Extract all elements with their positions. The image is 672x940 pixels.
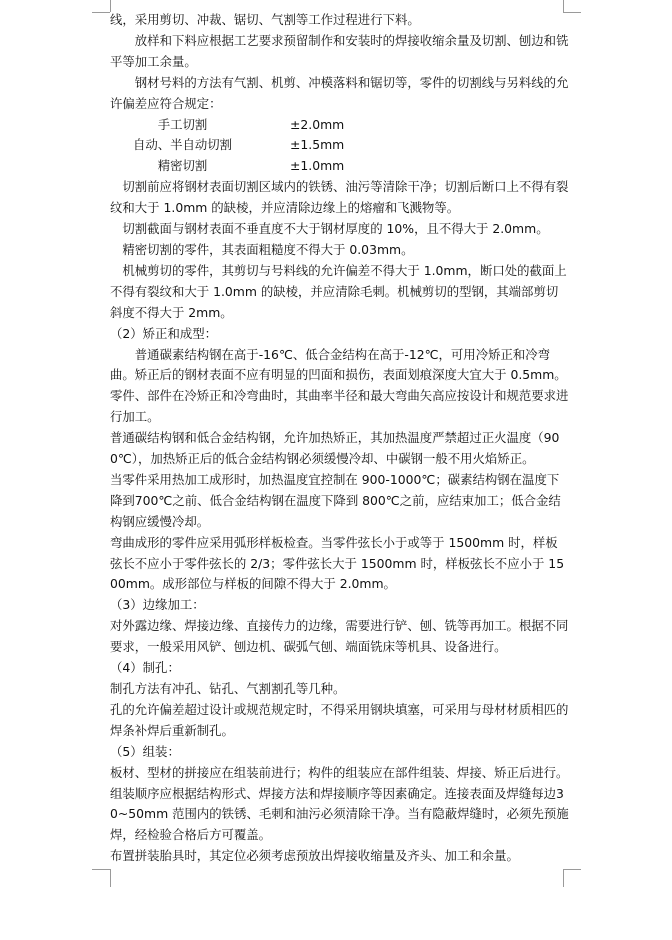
paragraph: 普通碳结构钢和低合金结构钢，允许加热矫正，其加热温度严禁超过正火温度（900℃），加热矫正后的低合金结构钢必须缓慢冷却、中碳钢一般不用火焰矫正。: [110, 430, 560, 467]
paragraph: 线，采用剪切、冲裁、锯切、气割等工作过程进行下料。: [110, 12, 420, 27]
tolerance-table: [110, 115, 570, 178]
document-page: [110, 10, 570, 867]
paragraph: 布置拼装胎具时，其定位必须考虑预放出焊接收缩量及齐头、加工和余量。: [110, 848, 519, 864]
paragraph: 对外露边缘、焊接边缘、直接传力的边缘，需要进行铲、刨、铣等再加工。根据不同要求，一般采用风铲、刨边机、碳弧气刨、端面铣床等机具、设备进行。: [110, 618, 569, 655]
section-heading: （2）矫正和成型：: [110, 325, 218, 341]
paragraph: 放样和下料应根据工艺要求预留制作和安装时的焊接收缩余量及切割、刨边和铣平等加工余量。: [110, 32, 569, 69]
corner-mark-bottom-left-v: [110, 869, 111, 887]
paragraph: 制孔方法有冲孔、钻孔、气割割孔等几种。: [110, 681, 346, 696]
paragraph: 切割前应将钢材表面切割区域内的铁锈、油污等清除干净；切割后断口上不得有裂纹和大于 1.0mm 的缺棱，并应清除边缘上的熔瘤和飞溅物等。: [110, 179, 569, 216]
paragraph: 精密切割的零件，其表面粗糙度不得大于 0.03mm。: [122, 241, 414, 257]
tolerance-value: ±1.5mm: [290, 137, 345, 153]
section-heading: （4）制孔：: [110, 660, 180, 676]
tolerance-method: 自动、半自动切割: [132, 137, 233, 153]
paragraph: 组装顺序应根据结构形式、焊接方法和焊接顺序等因素确定。连接表面及焊缝每边30~50mm 范围内的铁锈、毛刺和油污必须清除干净。当有隐蔽焊缝时，必须先预施焊，经检验合格后方可覆盖。: [110, 785, 569, 843]
section-heading: （5）组装：: [110, 743, 180, 759]
paragraph: 机械剪切的零件，其剪切与号料线的允许偏差不得大于 1.0mm，断口处的截面上不得有裂纹和大于 1.0mm 的缺棱，并应清除毛刺。机械剪切的型钢，其端部剪切斜度不得大于 2mm。: [110, 262, 567, 320]
paragraph: 弯曲成形的零件应采用弧形样板检查。当零件弦长小于或等于 1500mm 时，样板弦长不应小于零件弦长的 2/3；零件弦长大于 1500mm 时，样板弦长不应小于 1500mm。成形部位与样板的间隙不得大于 2.0mm。: [110, 534, 565, 592]
paragraph: 切割截面与钢材表面不垂直度不大于钢材厚度的 10%，且不得大于 2.0mm。: [122, 221, 549, 237]
paragraph: 板材、型材的拼接应在组装前进行；构件的组装应在部件组装、焊接、矫正后进行。: [110, 764, 569, 780]
paragraph: 零件、部件在冷矫正和冷弯曲时，其曲率半径和最大弯曲矢高应按设计和规范要求进行加工。: [110, 388, 569, 425]
corner-mark-bottom-right-v: [563, 869, 564, 887]
tolerance-method: 手工切割: [157, 116, 208, 132]
paragraph: 普通碳素结构钢在高于-16℃、低合金结构在高于-12℃，可用冷矫正和冷弯曲。矫正后的钢材表面不应有明显的凹面和损伤，表面划痕深度大宜大于 0.5mm。: [110, 346, 567, 383]
paragraph: 钢材号料的方法有气割、机剪、冲模落料和锯切等，零件的切割线与另料线的允许偏差应符合规定：: [110, 74, 569, 111]
corner-mark-bottom-right-h: [563, 869, 581, 870]
paragraph: 孔的允许偏差超过设计或规范规定时，不得采用钢块填塞，可采用与母材材质相匹的焊条补焊后重新制孔。: [110, 701, 569, 738]
tolerance-value: ±2.0mm: [290, 116, 345, 132]
tolerance-row: [110, 156, 570, 177]
section-heading: （3）边缘加工：: [110, 597, 205, 613]
tolerance-method: 精密切割: [157, 158, 208, 174]
paragraph: 当零件采用热加工成形时，加热温度宜控制在 900-1000℃；碳素结构钢在温度下降到700℃之前、低合金结构钢在温度下降到 800℃之前，应结束加工；低合金结构钢应缓慢冷却。: [110, 471, 561, 529]
corner-mark-top-left-h: [92, 12, 110, 13]
tolerance-row: [110, 115, 570, 136]
tolerance-row: [110, 135, 570, 156]
corner-mark-bottom-left-h: [92, 869, 110, 870]
tolerance-value: ±1.0mm: [290, 158, 345, 174]
